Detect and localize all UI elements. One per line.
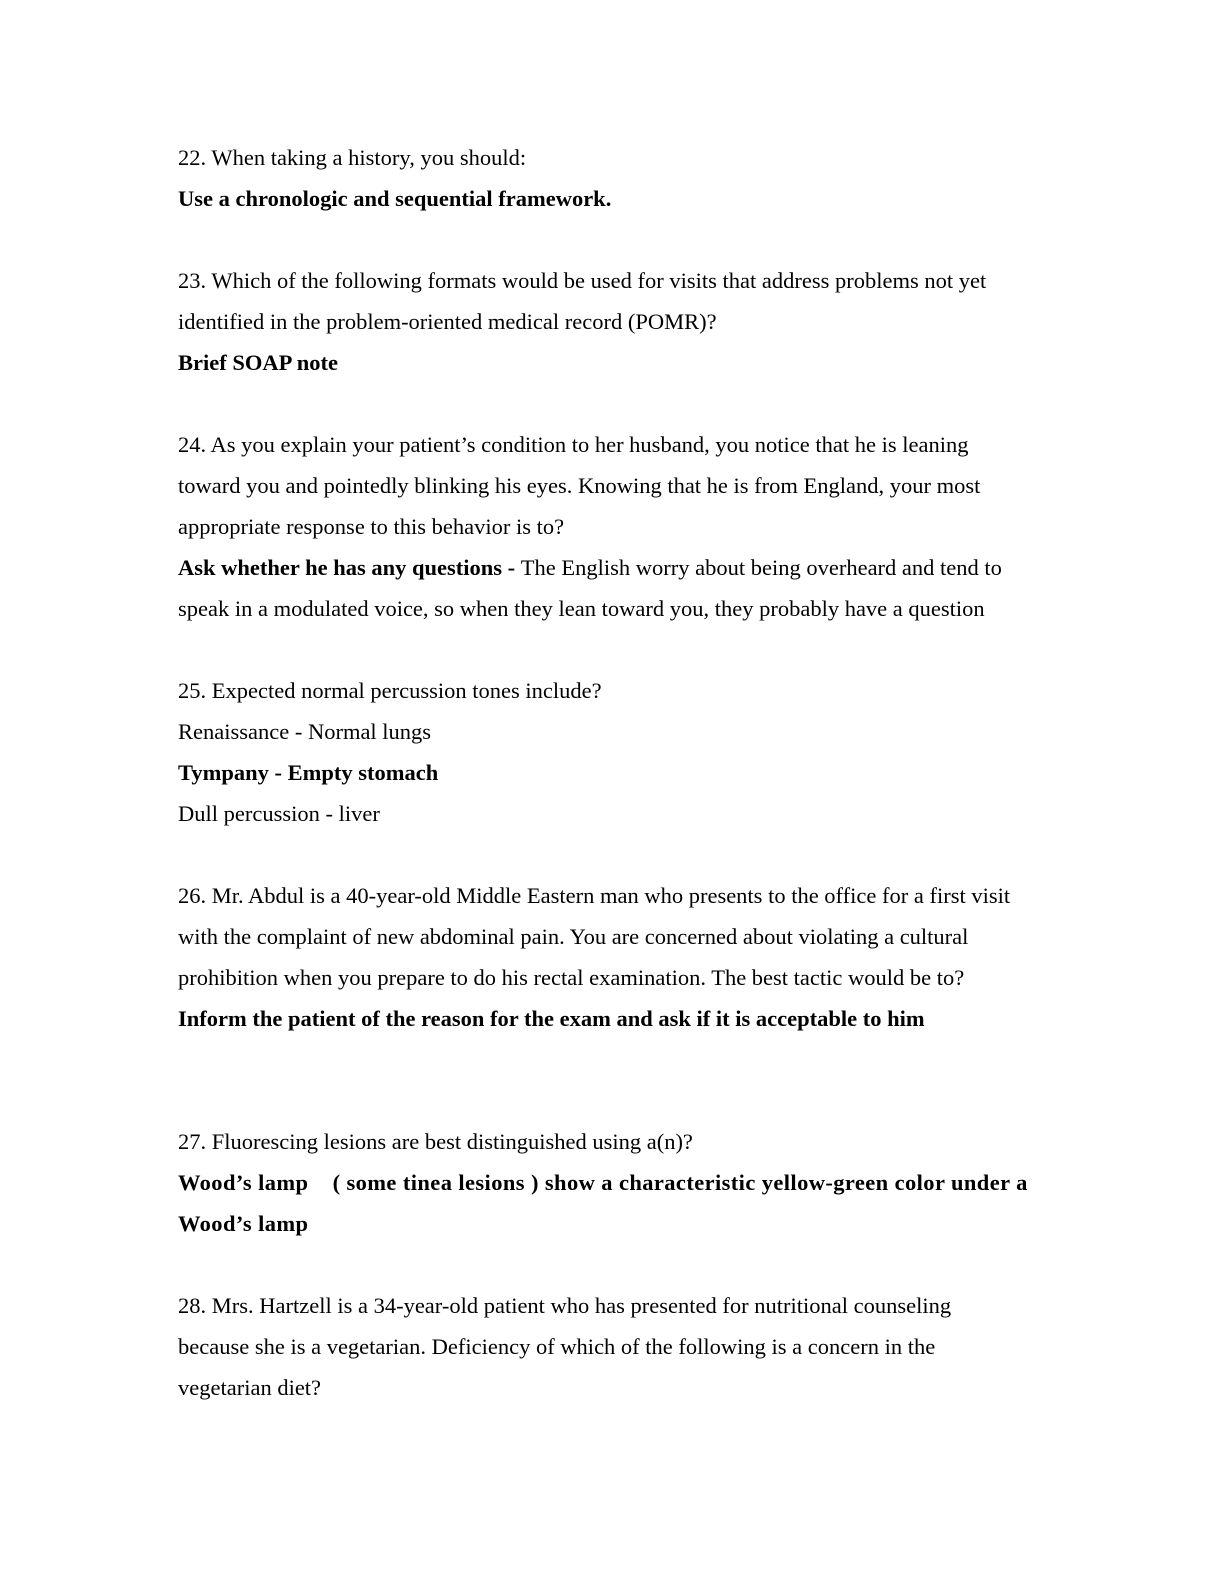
answer-24-line-2: speak in a modulated voice, so when they lean toward you, they probably have a question [178,596,985,621]
question-24-line-1: 24. As you explain your patient’s condition to her husband, you notice that he is leaning [178,432,969,457]
question-28-line-1: 28. Mrs. Hartzell is a 34-year-old patient who has presented for nutritional counseling [178,1293,952,1318]
question-27-line-1: 27. Fluorescing lesions are best distinguished using a(n)? [178,1129,693,1154]
question-28-line-2: because she is a vegetarian. Deficiency of which of the following is a concern in the [178,1334,936,1359]
question-26-line-1: 26. Mr. Abdul is a 40-year-old Middle Eastern man who presents to the office for a first visit [178,883,1011,908]
question-24-line-3: appropriate response to this behavior is to? [178,514,565,539]
question-24-line-2: toward you and pointedly blinking his eyes. Knowing that he is from England, your most [178,473,981,498]
answer-26: Inform the patient of the reason for the exam and ask if it is acceptable to him [178,1006,925,1031]
answer-27-line-2: Wood’s lamp [178,1211,309,1236]
answer-23: Brief SOAP note [178,350,338,375]
question-26-line-2: with the complaint of new abdominal pain. You are concerned about violating a cultural [178,924,969,949]
answer-22: Use a chronologic and sequential framework. [178,186,612,211]
question-25-line-1: 25. Expected normal percussion tones include? [178,678,602,703]
answer-27-line-1: Wood’s lamp ( some tinea lesions ) show a characteristic yellow-green color under a [178,1170,1028,1195]
question-28-line-3: vegetarian diet? [178,1375,322,1400]
answer-25-option-1: Renaissance - Normal lungs [178,719,432,744]
question-23-line-1: 23. Which of the following formats would be used for visits that address problems not yet [178,268,987,293]
answer-24-bold: Ask whether he has any questions - [178,555,521,580]
answer-25-option-3: Dull percussion - liver [178,801,380,826]
answer-24-line-1 [178,557,1002,580]
question-26-line-3: prohibition when you prepare to do his rectal examination. The best tactic would be to? [178,965,965,990]
answer-24-explanation: The English worry about being overheard and tend to [520,555,1002,580]
question-22-line-1: 22. When taking a history, you should: [178,145,527,170]
answer-25-option-2: Tympany - Empty stomach [178,760,439,785]
question-23-line-2: identified in the problem-oriented medical record (POMR)? [178,309,717,334]
